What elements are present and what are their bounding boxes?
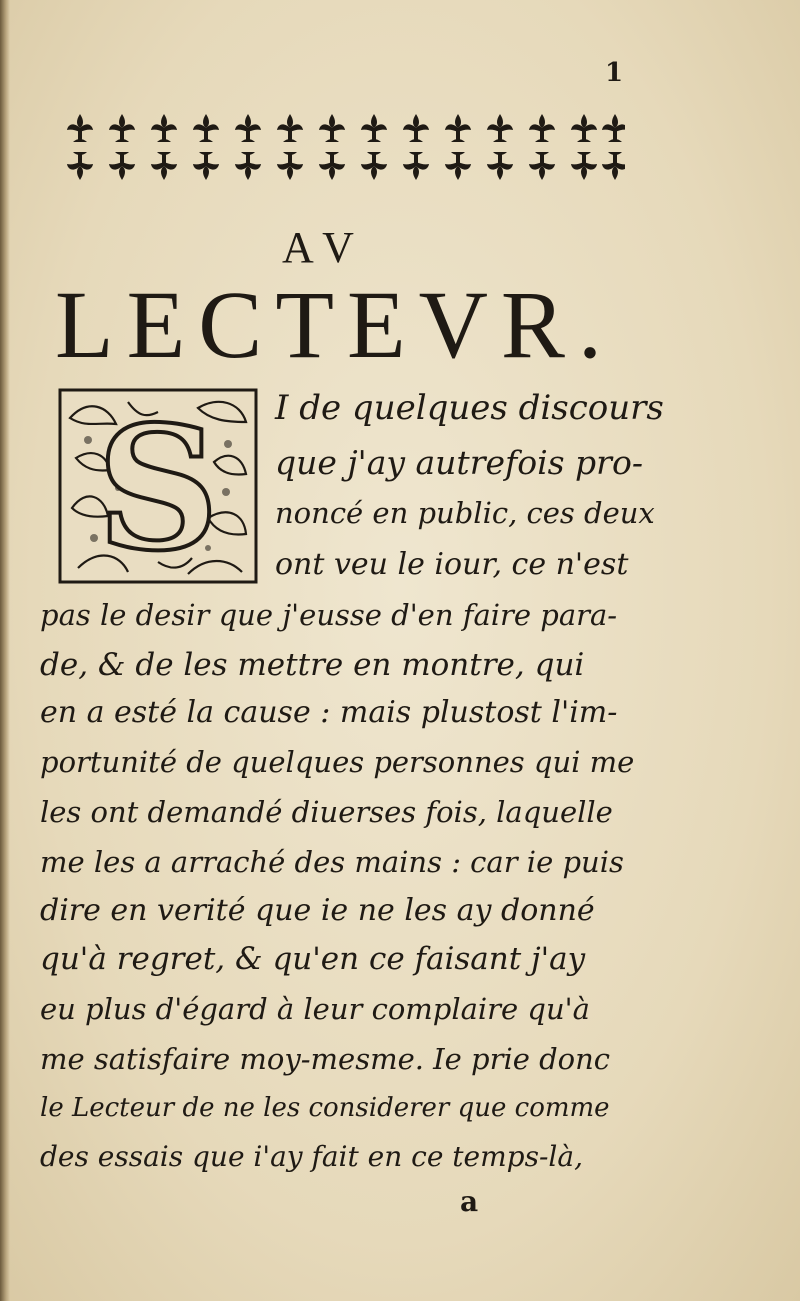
drop-cap-letter: S [96,389,220,584]
text-line: les ont demandé diuerses fois, laquelle [40,795,613,829]
fleuron-ornament-band [60,100,625,192]
text-line: ont veu le iour, ce n'est [275,547,629,582]
text-line: qu'à regret, & qu'en ce faisant j'ay [40,941,586,977]
text-line: pas le desir que j'eusse d'en faire para- [40,598,618,632]
text-line: me satisfaire moy-mesme. Ie prie donc [40,1042,611,1076]
signature-mark: a [460,1185,479,1218]
text-line: que j'ay autrefois pro- [275,443,643,482]
page-number: 1 [605,58,624,88]
heading-line-lecteur: LECTEVR. [55,271,615,378]
text-line: eu plus d'égard à leur complaire qu'à [40,992,590,1026]
text-line: dire en verité que ie ne les ay donné [40,893,595,928]
heading-line-au: AV [282,223,368,272]
text-line: des essais que i'ay fait en ce temps-là, [40,1140,583,1173]
text-line: me les a arraché des mains : car ie puis [40,845,624,879]
text-line: de, & de les mettre en montre, qui [40,647,585,683]
text-line: portunité de quelques personnes qui me [40,745,635,779]
text-line: I de quelques discours [275,388,664,428]
page-gutter [0,0,10,1301]
text-line: en a esté la cause : mais plustost l'im- [40,695,618,730]
text-line: le Lecteur de ne les considerer que comme [40,1093,610,1123]
decorated-initial [58,388,258,584]
text-line: noncé en public, ces deux [275,496,655,530]
